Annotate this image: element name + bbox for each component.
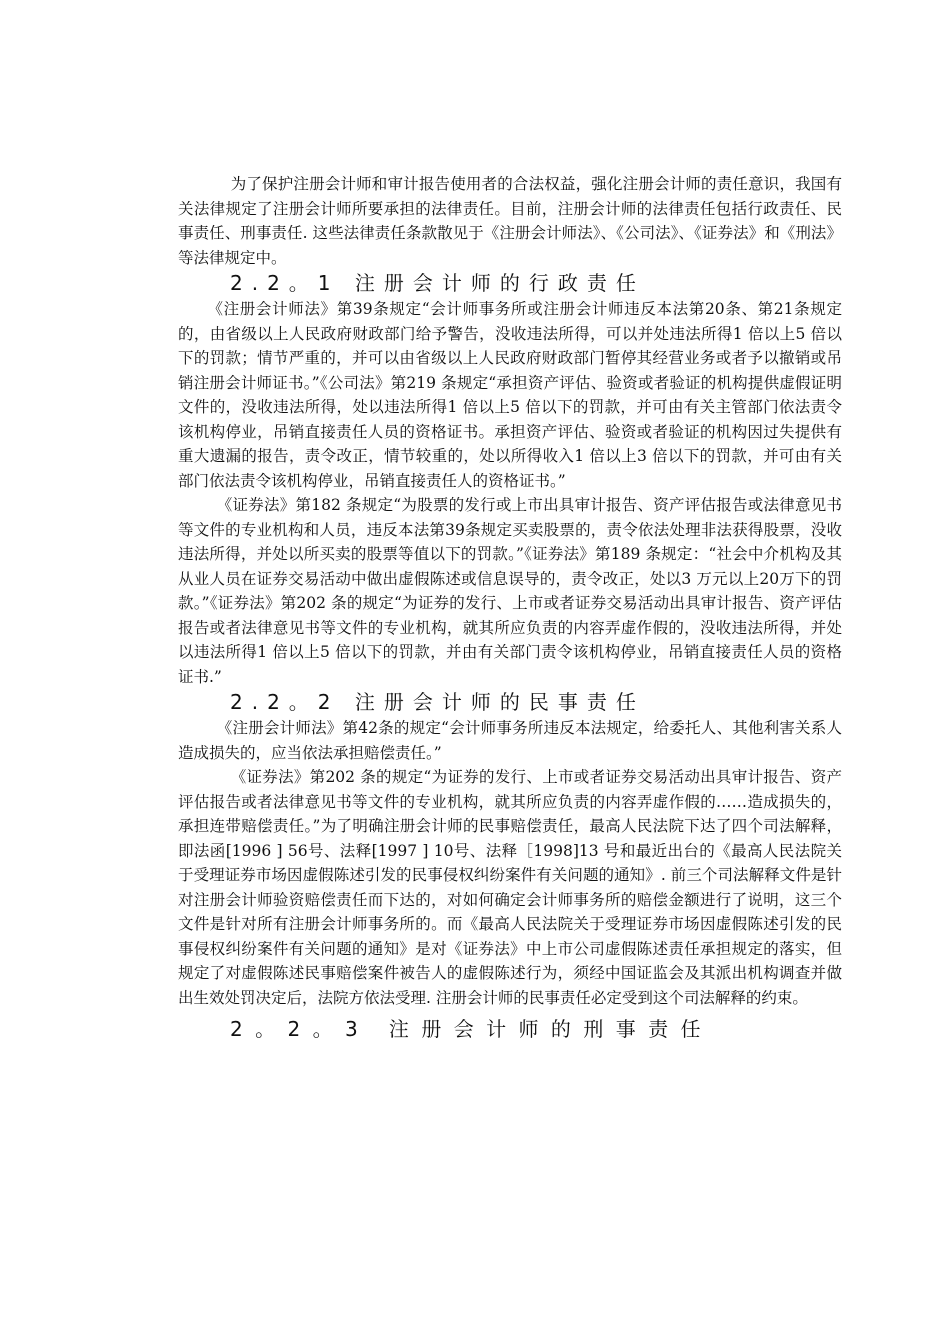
civil-liability-paragraph-2: 《证券法》第202 条的规定“为证券的发行、上市或者证券交易活动出具审计报告、资产评估报告或者法律意见书等文件的专业机构，就其所应负责的内容弄虚作假的……造成损失的，承担连带赔偿责任。”为了明确注册会计师的民事赔偿责任，最高人民法院下达了四个司法解释，即法函[1996 ] 56号、法释[1997 ] 10号、法释［1998]13 号和最近出台的《最高人民法院关于受理证券市场因虚假陈述引发的民事侵权纠纷案件有关问题的通知》. 前三个司法解释文件是针对注册会计师验资赔偿责任而下达的，对如何确定会计师事务所的赔偿金额进行了说明，这三个文件是针对所有注册会计师事务所的。而《最高人民法院关于受理证券市场因虚假陈述引发的民事侵权纠纷案件有关问题的通知》是对《证券法》中上市公司虚假陈述责任承担规定的落实，但规定了对虚假陈述民事赔偿案件被告人的虚假陈述行为，须经中国证监会及其派出机构调查并做出生效处罚决定后，法院方依法受理. 注册会计师的民事责任必定受到这个司法解释的约束。 xyxy=(178,768,842,1007)
intro-paragraph: 为了保护注册会计师和审计报告使用者的合法权益，强化注册会计师的责任意识，我国有关法律规定了注册会计师所要承担的法律责任。目前，注册会计师的法律责任包括行政责任、民事责任、刑事责任. 这些法律责任条款散见于《注册会计师法》、《公司法》、《证券法》和《刑法》等法律规定中。 xyxy=(178,175,842,267)
administrative-liability-paragraph-1: 《注册会计师法》第39条规定“会计师事务所或注册会计师违反本法第20条、第21条规定的，由省级以上人民政府财政部门给予警告，没收违法所得，可以并处违法所得1 倍以上5 倍以下的罚款；情节严重的，并可以由省级以上人民政府财政部门暂停其经营业务或者予以撤销或吊销注册会计师证书。”《公司法》第219 条规定“承担资产评估、验资或者验证的机构提供虚假证明文件的，没收违法所得，处以违法所得1 倍以上5 倍以下的罚款，并可由有关主管部门依法责令该机构停业，吊销直接责任人员的资格证书。承担资产评估、验资或者验证的机构因过失提供有重大遗漏的报告，责令改正，情节较重的，处以所得收入1 倍以上3 倍以下的罚款，并可由有关部门依法责令该机构停业，吊销直接责任人的资格证书。” xyxy=(178,300,842,490)
section-heading-criminal-liability: 2。2。3 注册会计师的刑事责任 xyxy=(230,1017,713,1041)
administrative-liability-paragraph-2: 《证券法》第182 条规定“为股票的发行或上市出具审计报告、资产评估报告或法律意见书等文件的专业机构和人员，违反本法第39条规定买卖股票的，责令依法处理非法获得股票，没收违法所得，并处以所买卖的股票等值以下的罚款。”《证券法》第189 条规定：“社会中介机构及其从业人员在证券交易活动中做出虚假陈述或信息误导的，责令改正，处以3 万元以上20万下的罚款。”《证券法》第202 条的规定“为证券的发行、上市或者证券交易活动出具审计报告、资产评估报告或者法律意见书等文件的专业机构，就其所应负责的内容弄虚作假的，没收违法所得，并处以违法所得1 倍以上5 倍以下的罚款，并由有关部门责令该机构停业，吊销直接责任人员的资格证书.” xyxy=(178,496,842,686)
section-heading-civil-liability: 2.2。2 注册会计师的民事责任 xyxy=(230,690,645,714)
section-heading-administrative-liability: 2.2。1 注册会计师的行政责任 xyxy=(230,271,645,295)
civil-liability-paragraph-1: 《注册会计师法》第42条的规定“会计师事务所违反本法规定，给委托人、其他利害关系人造成损失的，应当依法承担赔偿责任。” xyxy=(178,719,842,762)
document-page xyxy=(178,172,842,1043)
